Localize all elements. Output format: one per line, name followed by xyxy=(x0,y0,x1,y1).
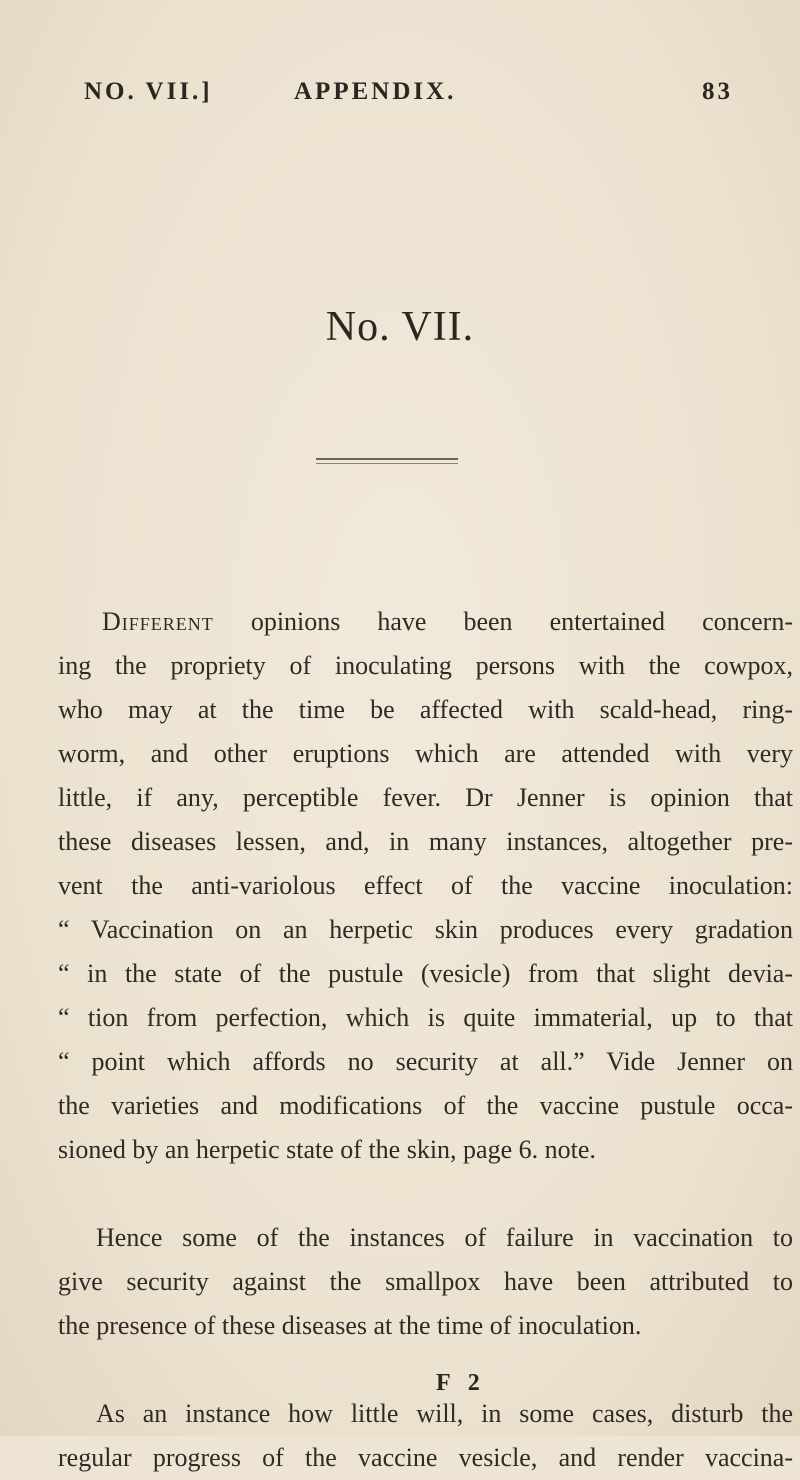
paragraph-2 xyxy=(58,1216,793,1348)
running-head-title: APPENDIX. xyxy=(294,78,457,105)
chapter-title: No. VII. xyxy=(325,304,475,350)
text-line-segment: opinions have been entertained concern- xyxy=(250,607,794,636)
text-line: “ point which affords no security at all.” Vide Jenner on xyxy=(58,1047,793,1076)
text-line: regular progress of the vaccine vesicle, and render vaccina- xyxy=(58,1443,793,1472)
text-line: As an instance how little will, in some cases, disturb the xyxy=(96,1399,793,1428)
running-head xyxy=(84,78,784,118)
text-line: Hence some of the instances of failure in vaccination to xyxy=(96,1223,793,1252)
text-line: the presence of these diseases at the time of inoculation. xyxy=(58,1311,642,1340)
text-line: who may at the time be affected with scald-head, ring- xyxy=(58,695,793,724)
text-line: little, if any, perceptible fever. Dr Jenner is opinion that xyxy=(58,783,793,812)
opening-word: Different xyxy=(102,607,214,636)
running-head-section: NO. VII.] xyxy=(84,78,213,105)
title-rule xyxy=(316,458,458,464)
text-line: these diseases lessen, and, in many instances, altogether pre- xyxy=(58,827,793,856)
signature-mark: F 2 xyxy=(436,1370,486,1396)
text-line: vent the anti-variolous effect of the vaccine inoculation: xyxy=(58,871,793,900)
text-line xyxy=(58,600,793,644)
text-line: “ Vaccination on an herpetic skin produces every gradation xyxy=(58,915,793,944)
text-line: worm, and other eruptions which are attended with very xyxy=(58,739,793,768)
text-line: sioned by an herpetic state of the skin, page 6. note. xyxy=(58,1135,596,1164)
text-line: give security against the smallpox have been attributed to xyxy=(58,1267,793,1296)
text-line: “ in the state of the pustule (vesicle) from that slight devia- xyxy=(58,959,793,988)
text-line: the varieties and modifications of the vaccine pustule occa- xyxy=(58,1091,793,1120)
text-line: ing the propriety of inoculating persons with the cowpox, xyxy=(58,651,793,680)
body-text xyxy=(58,600,793,1480)
text-line: “ tion from perfection, which is quite immaterial, up to that xyxy=(58,1003,793,1032)
paragraph-3 xyxy=(58,1392,793,1480)
page-number: 83 xyxy=(702,78,733,105)
paragraph-1 xyxy=(58,600,793,1172)
